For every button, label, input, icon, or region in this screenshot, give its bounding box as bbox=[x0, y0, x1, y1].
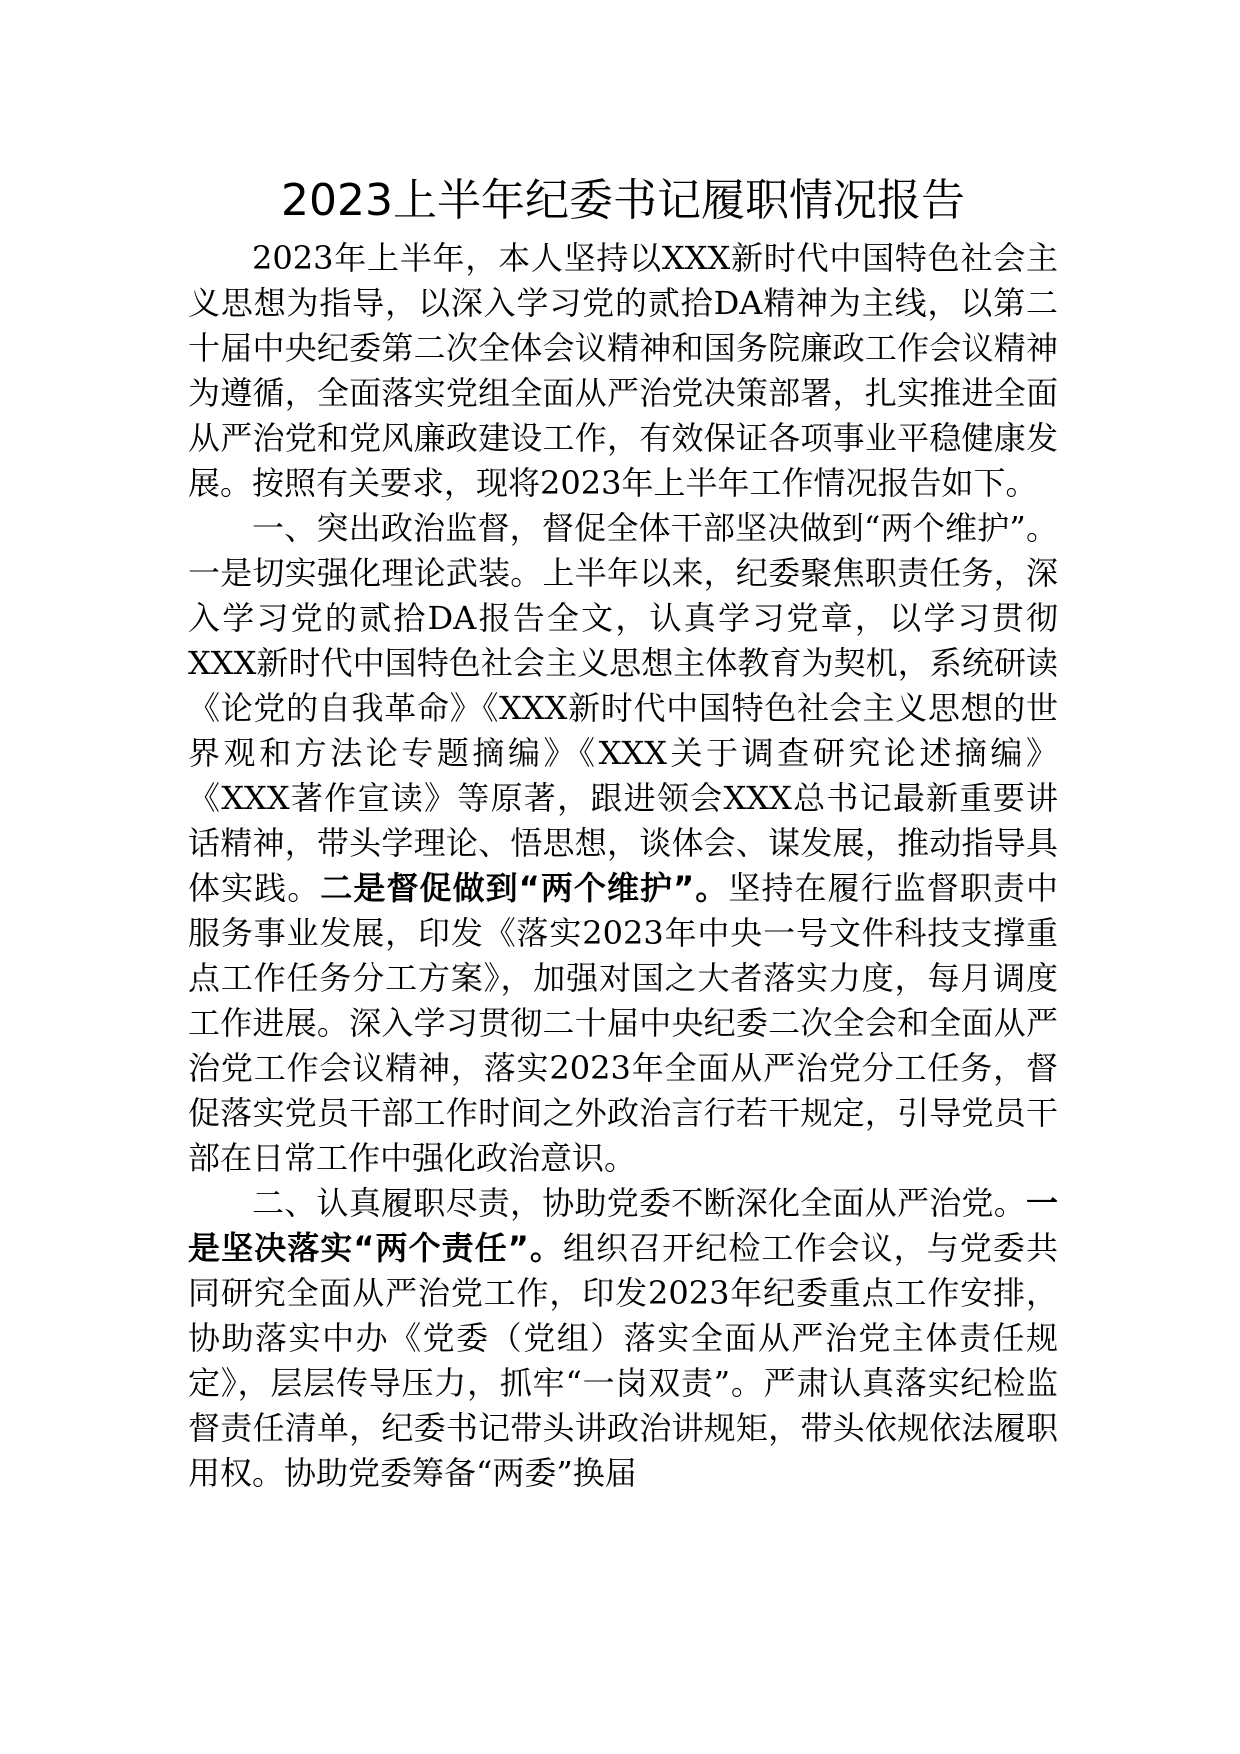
paragraph-text: 一是切实强化理论武装。上半年以来，纪委聚焦职责任务，深入学习党的贰拾DA报告全文，认真学习党章，以学习贯彻XXX新时代中国特色社会主义思想主体教育为契机，系统研读《论党的自我革命》《XXX新时代中国特色社会主义思想的世界观和方法论专题摘编》《XXX关于调查研究论述摘编》《XXX著作宣读》等原著，跟进领会XXX总书记最新重要讲话精神，带头学理论、悟思想，谈体会、谋发展，推动指导具体实践。 bbox=[188, 554, 1058, 907]
paragraph-section-two bbox=[188, 1181, 1058, 1496]
paragraph-section-one bbox=[188, 506, 1058, 1181]
document-page bbox=[188, 170, 1058, 1496]
paragraph-text: 组织召开纪检工作会议，与党委共同研究全面从严治党工作，印发2023年纪委重点工作安排，协助落实中办《党委（党组）落实全面从严治党主体责任规定》，层层传导压力，抓牢“一岗双责”。严肃认真落实纪检监督责任清单，纪委书记带头讲政治讲规矩，带头依规依法履职用权。协助党委筹备“两委”换届 bbox=[188, 1229, 1058, 1492]
paragraph-text: 2023年上半年，本人坚持以XXX新时代中国特色社会主义思想为指导，以深入学习党的贰拾DA精神为主线，以第二十届中央纪委第二次全体会议精神和国务院廉政工作会议精神为遵循，全面落实党组全面从严治党决策部署，扎实推进全面从严治党和党风廉政建设工作，有效保证各项事业平稳健康发展。按照有关要求，现将2023年上半年工作情况报告如下。 bbox=[188, 239, 1058, 502]
paragraph-text: 坚持在履行监督职责中服务事业发展，印发《落实2023年中央一号文件科技支撑重点工作任务分工方案》，加强对国之大者落实力度，每月调度工作进展。深入学习贯彻二十届中央纪委二次全会和全面从严治党工作会议精神，落实2023年全面从严治党分工任务，督促落实党员干部工作时间之外政治言行若干规定，引导党员干部在日常工作中强化政治意识。 bbox=[188, 869, 1058, 1177]
document-body bbox=[188, 236, 1058, 1496]
section-heading: 二、认真履职尽责，协助党委不断深化全面从严治党。 bbox=[252, 1184, 1026, 1222]
section-heading: 一、突出政治监督，督促全体干部坚决做到“两个维护”。 bbox=[252, 509, 1058, 547]
document-title: 2023上半年纪委书记履职情况报告 bbox=[281, 175, 965, 226]
paragraph-intro bbox=[188, 236, 1058, 506]
bold-subheading: 一是坚决落实“两个责任”。 bbox=[188, 1184, 1058, 1267]
bold-subheading: 二是督促做到“两个维护”。 bbox=[320, 869, 729, 907]
